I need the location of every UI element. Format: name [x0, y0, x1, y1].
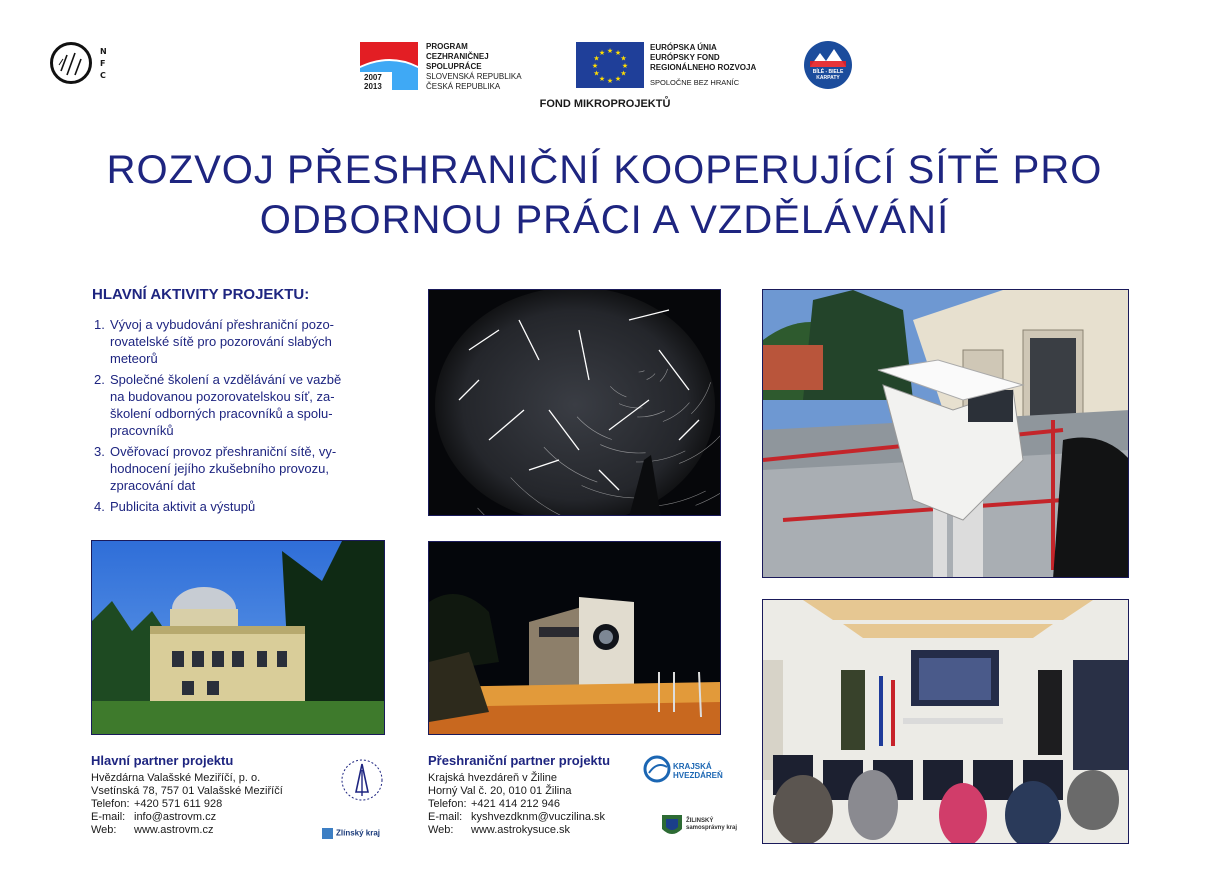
activity-line — [94, 388, 394, 405]
lecture-room-photo — [762, 599, 1129, 844]
karpaty-line1: BÍLÉ - BIELE — [812, 69, 844, 75]
svg-text:★: ★ — [598, 75, 606, 83]
zilina-shield-icon — [662, 815, 682, 839]
mountains-icon — [804, 41, 852, 89]
cross-partner-block — [428, 754, 638, 837]
activity-text: Ověřovací provoz přeshraniční sítě, vy- — [110, 444, 337, 459]
karpaty-logo — [804, 41, 852, 89]
zlin-region-label: Zlínský kraj — [336, 828, 381, 838]
main-email-link[interactable]: info@astrovm.cz — [134, 811, 217, 823]
kh-line1: KRAJSKÁ — [673, 762, 712, 771]
zil-line1: ŽILINSKÝ — [686, 818, 714, 824]
cross-email-link[interactable]: kyshvezdknm@vuczilina.sk — [471, 811, 606, 823]
cross-email-label: E-mail: — [428, 811, 463, 823]
activity-text: na budovanou pozorovatelskou síť, za- — [110, 389, 335, 404]
kh-circle-icon — [643, 755, 671, 783]
activity-line — [94, 405, 394, 422]
program-line1: PROGRAM — [426, 42, 468, 51]
eu-fund-logo — [576, 42, 776, 90]
nfc-letters: NFC — [100, 47, 108, 80]
activity-number: 4. — [94, 499, 105, 514]
program-year2: 2013 — [364, 82, 382, 90]
activity-line — [94, 350, 394, 367]
activity-text: meteorů — [110, 351, 158, 366]
svg-text:★: ★ — [620, 69, 627, 78]
program-line4: SLOVENSKÁ REPUBLIKA — [426, 72, 522, 81]
zilina-observatory-night-photo — [428, 541, 721, 735]
activity-text: hodnocení jejího zkušebního provozu, — [110, 461, 329, 476]
eu-line2: EURÓPSKY FOND — [650, 53, 720, 62]
activity-text: pracovníků — [110, 423, 174, 438]
main-partner-address: Vsetínská 78, 757 01 Valašské Meziříčí — [91, 785, 283, 797]
main-phone: +420 571 611 928 — [134, 798, 223, 810]
svg-text:★: ★ — [614, 49, 622, 57]
activity-text: Vývoj a vybudování přeshraniční pozo- — [110, 317, 335, 332]
main-web-link[interactable]: www.astrovm.cz — [134, 824, 214, 836]
svg-text:★: ★ — [620, 54, 627, 63]
main-partner-name: Hvězdárna Valašské Meziříčí, p. o. — [91, 772, 261, 784]
cross-partner-name: Krajská hvezdáreň v Žiline — [428, 772, 558, 784]
program-line5: ČESKÁ REPUBLIKA — [426, 82, 501, 91]
main-web-label: Web: — [91, 824, 117, 836]
zlin-region-logo — [322, 828, 392, 842]
activity-text: Publicita aktivit a výstupů — [110, 499, 256, 514]
cross-border-program-logo — [360, 42, 550, 90]
activity-text: rovatelské sítě pro pozorování slabých — [110, 334, 332, 349]
cross-partner-heading: Přeshraniční partner projektu — [428, 753, 611, 768]
svg-text:★: ★ — [606, 47, 614, 55]
svg-text:★: ★ — [593, 54, 600, 63]
svg-text:★: ★ — [614, 75, 622, 83]
main-partner-heading: Hlavní partner projektu — [91, 753, 234, 768]
activity-line — [94, 443, 394, 460]
title-line2: ODBORNOU PRÁCI A VZDĚLÁVÁNÍ — [259, 198, 950, 242]
eu-line3: REGIONÁLNEHO ROZVOJA — [650, 63, 757, 72]
main-phone-label: Telefon: — [91, 798, 130, 810]
cross-phone-label: Telefon: — [428, 798, 467, 810]
main-email-label: E-mail: — [91, 811, 126, 823]
eu-flag-icon — [576, 42, 644, 88]
activity-line — [94, 477, 394, 494]
eu-line1: EURÓPSKA ÚNIA — [650, 43, 717, 52]
activity-line — [94, 498, 394, 515]
cross-partner-address: Horný Val č. 20, 010 01 Žilina — [428, 785, 572, 797]
activity-line — [94, 371, 394, 388]
activity-line — [94, 316, 394, 333]
allsky-meteor-photo — [428, 289, 721, 516]
svg-text:★: ★ — [591, 62, 599, 70]
svg-text:★: ★ — [593, 69, 600, 78]
zlin-square-icon — [322, 828, 333, 839]
program-line2: CEZHRANIČNEJ — [426, 52, 489, 61]
svg-text:★: ★ — [606, 77, 614, 85]
krajska-hvezdaren-logo — [643, 755, 727, 787]
main-partner-block — [91, 754, 321, 837]
activity-line — [94, 333, 394, 350]
svg-text:★: ★ — [598, 49, 606, 57]
activities-list — [94, 316, 394, 515]
valasske-observatory-logo — [334, 752, 390, 808]
meteor-camera-photo — [762, 289, 1129, 578]
activity-text: zpracování dat — [110, 478, 196, 493]
activities-heading: HLAVNÍ AKTIVITY PROJEKTU: — [92, 286, 310, 303]
program-year1: 2007 — [364, 73, 382, 82]
cross-web-label: Web: — [428, 824, 454, 836]
activity-number: 2. — [94, 372, 105, 387]
valasske-observatory-photo — [91, 540, 385, 735]
cross-web-link[interactable]: www.astrokysuce.sk — [471, 824, 571, 836]
kh-line2: HVEZDÁREŇ — [673, 771, 723, 780]
svg-text:★: ★ — [621, 62, 629, 70]
fond-label: FOND MIKROPROJEKTŮ — [539, 98, 671, 110]
program-mark-icon — [360, 42, 418, 90]
program-line3: SPOLUPRÁCE — [426, 62, 482, 71]
activity-number: 3. — [94, 444, 105, 459]
activity-text: školení odborných pracovníků a spolu- — [110, 406, 333, 421]
activity-text: Společné školení a vzdělávání ve vazbě — [110, 372, 342, 387]
karpaty-line2: KARPATY — [816, 75, 840, 81]
meteor-circle-icon — [50, 42, 92, 84]
zilina-region-logo — [662, 815, 742, 841]
activity-number: 1. — [94, 317, 105, 332]
nfc-logo — [50, 42, 112, 86]
cross-phone: +421 414 212 946 — [471, 798, 561, 810]
activity-line — [94, 460, 394, 477]
title-line1: ROZVOJ PŘESHRANIČNÍ KOOPERUJÍCÍ SÍTĚ PRO — [106, 148, 1103, 192]
eu-slogan: SPOLOČNE BEZ HRANÍC — [650, 78, 740, 87]
page-title — [0, 145, 1209, 245]
zil-line2: samosprávny kraj — [686, 825, 738, 831]
activity-line — [94, 422, 394, 439]
